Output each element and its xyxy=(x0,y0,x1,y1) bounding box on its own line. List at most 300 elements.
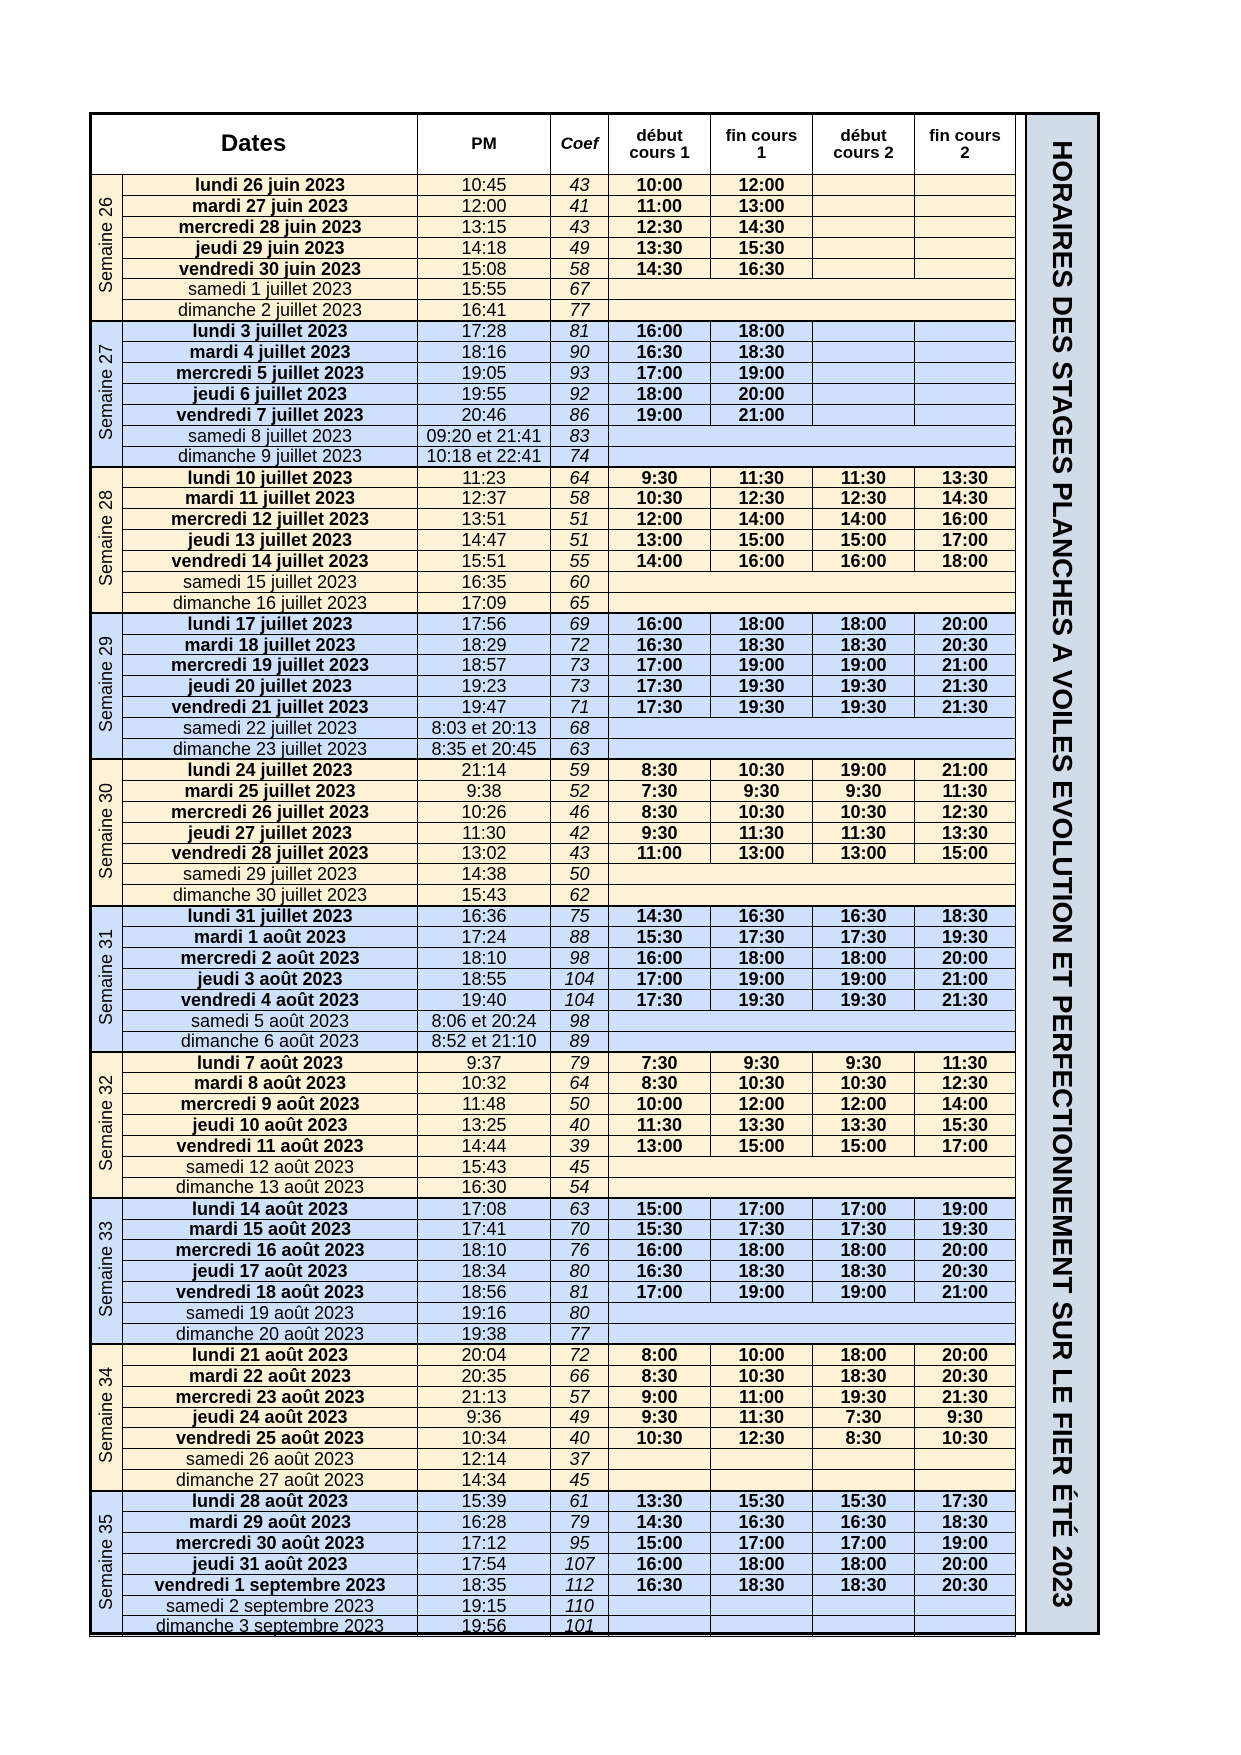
fin-cours-2-cell: 19:00 xyxy=(915,1532,1016,1553)
fin-cours-2-cell: 9:30 xyxy=(915,1407,1016,1428)
fin-cours-1-cell: 10:30 xyxy=(711,1365,813,1386)
fin-cours-1-cell: 17:00 xyxy=(711,1198,813,1219)
pm-cell: 09:20 et 21:41 xyxy=(418,425,551,446)
debut-cours-1-cell: 9:30 xyxy=(609,822,711,843)
pm-cell: 19:55 xyxy=(418,383,551,404)
debut-cours-2-cell: 18:30 xyxy=(813,1365,915,1386)
debut-cours-2-cell: 18:00 xyxy=(813,1344,915,1365)
date-cell: lundi 14 août 2023 xyxy=(123,1198,418,1219)
fin-cours-2-cell: 21:30 xyxy=(915,697,1016,718)
debut-cours-2-cell: 7:30 xyxy=(813,1407,915,1428)
debut-cours-1-cell: 16:00 xyxy=(609,613,711,634)
pm-cell: 17:24 xyxy=(418,927,551,948)
fin-cours-1-cell: 18:00 xyxy=(711,1240,813,1261)
debut-cours-1-cell: 16:30 xyxy=(609,1261,711,1282)
fin-cours-1-cell: 11:30 xyxy=(711,822,813,843)
week-label: Semaine 32 xyxy=(96,1074,116,1172)
fin-cours-2-cell: 10:30 xyxy=(915,1428,1016,1449)
fin-cours-1-cell: 10:30 xyxy=(711,1073,813,1094)
date-cell: mardi 29 août 2023 xyxy=(123,1512,418,1533)
coef-cell: 50 xyxy=(551,864,609,885)
debut-cours-1-cell: 8:30 xyxy=(609,1365,711,1386)
coef-cell: 88 xyxy=(551,927,609,948)
fin-cours-2-cell: 13:30 xyxy=(915,822,1016,843)
fin-cours-2-cell: 21:30 xyxy=(915,989,1016,1010)
debut-cours-1-cell: 12:30 xyxy=(609,216,711,237)
pm-cell: 18:56 xyxy=(418,1282,551,1303)
fin-cours-1-cell: 12:00 xyxy=(711,1094,813,1115)
header-fin-cours-2-line2: 2 xyxy=(960,142,970,162)
date-cell: mercredi 28 juin 2023 xyxy=(123,216,418,237)
pm-cell: 16:41 xyxy=(418,300,551,321)
fin-cours-1-cell: 11:00 xyxy=(711,1386,813,1407)
pm-cell: 19:56 xyxy=(418,1616,551,1637)
debut-cours-1-cell: 8:00 xyxy=(609,1344,711,1365)
fin-cours-1-cell: 18:30 xyxy=(711,634,813,655)
fin-cours-2-cell: 14:00 xyxy=(915,1094,1016,1115)
coef-cell: 51 xyxy=(551,509,609,530)
date-cell: samedi 8 juillet 2023 xyxy=(123,425,418,446)
debut-cours-2-cell: 10:30 xyxy=(813,1073,915,1094)
date-cell: mardi 11 juillet 2023 xyxy=(123,488,418,509)
debut-cours-2-cell: 10:30 xyxy=(813,801,915,822)
fin-cours-1-cell: 16:00 xyxy=(711,551,813,572)
coef-cell: 79 xyxy=(551,1052,609,1073)
fin-cours-1-cell: 18:00 xyxy=(711,321,813,342)
fin-cours-2-cell: 19:30 xyxy=(915,927,1016,948)
coef-cell: 80 xyxy=(551,1303,609,1324)
debut-cours-1-cell: 17:00 xyxy=(609,1282,711,1303)
coef-cell: 73 xyxy=(551,655,609,676)
date-cell: vendredi 30 juin 2023 xyxy=(123,258,418,279)
coef-cell: 107 xyxy=(551,1553,609,1574)
date-cell: jeudi 13 juillet 2023 xyxy=(123,530,418,551)
fin-cours-2-cell: 21:30 xyxy=(915,676,1016,697)
debut-cours-2-cell: 18:30 xyxy=(813,1261,915,1282)
coef-cell: 81 xyxy=(551,321,609,342)
week-label: Semaine 35 xyxy=(96,1513,116,1611)
coef-cell: 58 xyxy=(551,258,609,279)
coef-cell: 83 xyxy=(551,425,609,446)
coef-cell: 39 xyxy=(551,1135,609,1156)
coef-cell: 75 xyxy=(551,906,609,927)
pm-cell: 14:18 xyxy=(418,237,551,258)
debut-cours-2-cell: 13:00 xyxy=(813,843,915,864)
debut-cours-1-cell: 10:30 xyxy=(609,488,711,509)
fin-cours-2-cell: 20:00 xyxy=(915,613,1016,634)
debut-cours-2-cell: 9:30 xyxy=(813,780,915,801)
fin-cours-1-cell: 10:30 xyxy=(711,759,813,780)
debut-cours-2-cell: 16:00 xyxy=(813,551,915,572)
fin-cours-2-cell: 16:00 xyxy=(915,509,1016,530)
date-cell: jeudi 31 août 2023 xyxy=(123,1553,418,1574)
fin-cours-2-cell: 11:30 xyxy=(915,780,1016,801)
fin-cours-1-cell: 13:00 xyxy=(711,843,813,864)
fin-cours-2-cell: 21:00 xyxy=(915,759,1016,780)
pm-cell: 13:02 xyxy=(418,843,551,864)
date-cell: mercredi 16 août 2023 xyxy=(123,1240,418,1261)
date-cell: mercredi 2 août 2023 xyxy=(123,947,418,968)
fin-cours-1-cell: 17:30 xyxy=(711,1219,813,1240)
fin-cours-1-cell: 16:30 xyxy=(711,258,813,279)
debut-cours-2-cell: 19:00 xyxy=(813,968,915,989)
week-label: Semaine 34 xyxy=(96,1367,116,1464)
coef-cell: 72 xyxy=(551,634,609,655)
pm-cell: 16:30 xyxy=(418,1177,551,1198)
pm-cell: 14:44 xyxy=(418,1135,551,1156)
debut-cours-1-cell: 8:30 xyxy=(609,801,711,822)
header-fin-cours-1-line2: 1 xyxy=(756,142,767,162)
date-cell: jeudi 29 juin 2023 xyxy=(123,237,418,258)
debut-cours-1-cell: 9:00 xyxy=(609,1386,711,1407)
debut-cours-2-cell: 15:00 xyxy=(813,1135,915,1156)
coef-cell: 71 xyxy=(551,697,609,718)
coef-cell: 98 xyxy=(551,947,609,968)
date-cell: mercredi 26 juillet 2023 xyxy=(123,801,418,822)
fin-cours-1-cell: 13:00 xyxy=(711,195,813,216)
pm-cell: 14:38 xyxy=(418,864,551,885)
fin-cours-2-cell: 19:00 xyxy=(915,1198,1016,1219)
header-dates: Dates xyxy=(90,113,418,175)
date-cell: samedi 19 août 2023 xyxy=(123,1303,418,1324)
debut-cours-2-cell: 18:30 xyxy=(813,634,915,655)
header-pm: PM xyxy=(418,113,551,175)
coef-cell: 76 xyxy=(551,1240,609,1261)
pm-cell: 19:15 xyxy=(418,1595,551,1616)
date-cell: mardi 8 août 2023 xyxy=(123,1073,418,1094)
date-cell: jeudi 10 août 2023 xyxy=(123,1115,418,1136)
coef-cell: 49 xyxy=(551,237,609,258)
fin-cours-1-cell: 20:00 xyxy=(711,383,813,404)
pm-cell: 9:36 xyxy=(418,1407,551,1428)
coef-cell: 93 xyxy=(551,363,609,384)
pm-cell: 17:09 xyxy=(418,592,551,613)
debut-cours-2-cell: 19:30 xyxy=(813,1386,915,1407)
coef-cell: 90 xyxy=(551,342,609,363)
date-cell: lundi 28 août 2023 xyxy=(123,1491,418,1512)
fin-cours-1-cell: 15:00 xyxy=(711,530,813,551)
debut-cours-2-cell: 16:30 xyxy=(813,906,915,927)
coef-cell: 67 xyxy=(551,279,609,300)
debut-cours-1-cell: 9:30 xyxy=(609,1407,711,1428)
fin-cours-1-cell: 19:30 xyxy=(711,989,813,1010)
fin-cours-2-cell: 21:30 xyxy=(915,1386,1016,1407)
coef-cell: 57 xyxy=(551,1386,609,1407)
debut-cours-1-cell: 16:00 xyxy=(609,947,711,968)
coef-cell: 45 xyxy=(551,1470,609,1491)
debut-cours-2-cell: 19:30 xyxy=(813,697,915,718)
date-cell: samedi 15 juillet 2023 xyxy=(123,571,418,592)
fin-cours-1-cell: 11:30 xyxy=(711,1407,813,1428)
fin-cours-2-cell: 20:30 xyxy=(915,634,1016,655)
debut-cours-1-cell: 12:00 xyxy=(609,509,711,530)
pm-cell: 13:15 xyxy=(418,216,551,237)
date-cell: dimanche 6 août 2023 xyxy=(123,1031,418,1052)
debut-cours-1-cell: 16:00 xyxy=(609,321,711,342)
debut-cours-2-cell: 17:30 xyxy=(813,1219,915,1240)
date-cell: mercredi 19 juillet 2023 xyxy=(123,655,418,676)
date-cell: dimanche 3 septembre 2023 xyxy=(123,1616,418,1637)
debut-cours-2-cell: 19:30 xyxy=(813,676,915,697)
pm-cell: 11:48 xyxy=(418,1094,551,1115)
date-cell: jeudi 6 juillet 2023 xyxy=(123,383,418,404)
date-cell: lundi 21 août 2023 xyxy=(123,1344,418,1365)
date-cell: dimanche 13 août 2023 xyxy=(123,1177,418,1198)
debut-cours-1-cell: 18:00 xyxy=(609,383,711,404)
fin-cours-2-cell: 13:30 xyxy=(915,467,1016,488)
fin-cours-1-cell: 9:30 xyxy=(711,1052,813,1073)
coef-cell: 77 xyxy=(551,300,609,321)
header-fin-cours-1-line1: fin cours xyxy=(725,125,798,145)
debut-cours-2-cell: 17:00 xyxy=(813,1532,915,1553)
pm-cell: 8:35 et 20:45 xyxy=(418,739,551,760)
pm-cell: 10:34 xyxy=(418,1428,551,1449)
pm-cell: 20:04 xyxy=(418,1344,551,1365)
date-cell: vendredi 21 juillet 2023 xyxy=(123,697,418,718)
debut-cours-2-cell: 12:00 xyxy=(813,1094,915,1115)
pm-cell: 18:55 xyxy=(418,968,551,989)
pm-cell: 19:23 xyxy=(418,676,551,697)
date-cell: samedi 5 août 2023 xyxy=(123,1010,418,1031)
fin-cours-2-cell: 20:00 xyxy=(915,1553,1016,1574)
debut-cours-1-cell: 19:00 xyxy=(609,404,711,425)
coef-cell: 95 xyxy=(551,1532,609,1553)
coef-cell: 55 xyxy=(551,551,609,572)
fin-cours-1-cell: 19:30 xyxy=(711,676,813,697)
pm-cell: 13:25 xyxy=(418,1115,551,1136)
debut-cours-1-cell: 10:30 xyxy=(609,1428,711,1449)
fin-cours-2-cell: 17:00 xyxy=(915,1135,1016,1156)
debut-cours-1-cell: 13:00 xyxy=(609,1135,711,1156)
pm-cell: 16:35 xyxy=(418,571,551,592)
date-cell: mercredi 30 août 2023 xyxy=(123,1532,418,1553)
pm-cell: 10:32 xyxy=(418,1073,551,1094)
date-cell: lundi 3 juillet 2023 xyxy=(123,321,418,342)
pm-cell: 19:05 xyxy=(418,363,551,384)
debut-cours-1-cell: 14:30 xyxy=(609,1512,711,1533)
coef-cell: 70 xyxy=(551,1219,609,1240)
date-cell: mardi 25 juillet 2023 xyxy=(123,780,418,801)
date-cell: lundi 10 juillet 2023 xyxy=(123,467,418,488)
pm-cell: 19:47 xyxy=(418,697,551,718)
coef-cell: 73 xyxy=(551,676,609,697)
coef-cell: 72 xyxy=(551,1344,609,1365)
coef-cell: 81 xyxy=(551,1282,609,1303)
coef-cell: 86 xyxy=(551,404,609,425)
coef-cell: 52 xyxy=(551,780,609,801)
coef-cell: 104 xyxy=(551,968,609,989)
pm-cell: 21:13 xyxy=(418,1386,551,1407)
fin-cours-2-cell: 20:00 xyxy=(915,1344,1016,1365)
coef-cell: 51 xyxy=(551,530,609,551)
debut-cours-2-cell: 18:00 xyxy=(813,1240,915,1261)
fin-cours-2-cell: 20:30 xyxy=(915,1365,1016,1386)
header-fin-cours-2-line1: fin cours xyxy=(929,125,1001,145)
date-cell: vendredi 25 août 2023 xyxy=(123,1428,418,1449)
pm-cell: 10:18 et 22:41 xyxy=(418,446,551,467)
fin-cours-1-cell: 10:00 xyxy=(711,1344,813,1365)
debut-cours-1-cell: 14:30 xyxy=(609,258,711,279)
debut-cours-2-cell: 17:00 xyxy=(813,1198,915,1219)
date-cell: lundi 7 août 2023 xyxy=(123,1052,418,1073)
pm-cell: 17:12 xyxy=(418,1532,551,1553)
pm-cell: 12:00 xyxy=(418,195,551,216)
date-cell: dimanche 23 juillet 2023 xyxy=(123,739,418,760)
date-cell: mercredi 12 juillet 2023 xyxy=(123,509,418,530)
pm-cell: 10:45 xyxy=(418,175,551,196)
header-debut-cours-2-line1: début xyxy=(840,125,887,145)
pm-cell: 16:36 xyxy=(418,906,551,927)
debut-cours-1-cell: 17:00 xyxy=(609,968,711,989)
fin-cours-2-cell: 14:30 xyxy=(915,488,1016,509)
debut-cours-1-cell: 15:00 xyxy=(609,1532,711,1553)
pm-cell: 15:43 xyxy=(418,885,551,906)
fin-cours-2-cell: 20:00 xyxy=(915,947,1016,968)
date-cell: dimanche 30 juillet 2023 xyxy=(123,885,418,906)
debut-cours-1-cell: 10:00 xyxy=(609,1094,711,1115)
date-cell: mercredi 23 août 2023 xyxy=(123,1386,418,1407)
coef-cell: 65 xyxy=(551,592,609,613)
fin-cours-2-cell: 11:30 xyxy=(915,1052,1016,1073)
date-cell: mardi 22 août 2023 xyxy=(123,1365,418,1386)
date-cell: dimanche 27 août 2023 xyxy=(123,1470,418,1491)
coef-cell: 60 xyxy=(551,571,609,592)
coef-cell: 58 xyxy=(551,488,609,509)
pm-cell: 18:57 xyxy=(418,655,551,676)
coef-cell: 45 xyxy=(551,1156,609,1177)
header-debut-cours-1-line1: début xyxy=(636,125,683,145)
debut-cours-1-cell: 7:30 xyxy=(609,1052,711,1073)
debut-cours-1-cell: 13:30 xyxy=(609,1491,711,1512)
fin-cours-1-cell: 16:30 xyxy=(711,1512,813,1533)
page-title: HORAIRES DES STAGES PLANCHES A VOILES EVOLUTION ET PERFECTIONNEMENT SUR LE FIER ÉTÉ 2023 xyxy=(1047,139,1078,1608)
fin-cours-1-cell: 18:00 xyxy=(711,947,813,968)
debut-cours-1-cell: 14:00 xyxy=(609,551,711,572)
date-cell: dimanche 9 juillet 2023 xyxy=(123,446,418,467)
coef-cell: 77 xyxy=(551,1323,609,1344)
debut-cours-1-cell: 13:30 xyxy=(609,237,711,258)
coef-cell: 98 xyxy=(551,1010,609,1031)
fin-cours-1-cell: 9:30 xyxy=(711,780,813,801)
fin-cours-2-cell: 15:30 xyxy=(915,1115,1016,1136)
coef-cell: 61 xyxy=(551,1491,609,1512)
debut-cours-2-cell: 18:00 xyxy=(813,613,915,634)
date-cell: lundi 17 juillet 2023 xyxy=(123,613,418,634)
debut-cours-2-cell: 18:00 xyxy=(813,1553,915,1574)
fin-cours-2-cell: 18:00 xyxy=(915,551,1016,572)
coef-cell: 68 xyxy=(551,718,609,739)
coef-cell: 110 xyxy=(551,1595,609,1616)
coef-cell: 62 xyxy=(551,885,609,906)
debut-cours-1-cell: 16:00 xyxy=(609,1553,711,1574)
pm-cell: 17:28 xyxy=(418,321,551,342)
coef-cell: 63 xyxy=(551,739,609,760)
coef-cell: 43 xyxy=(551,216,609,237)
debut-cours-2-cell: 8:30 xyxy=(813,1428,915,1449)
coef-cell: 54 xyxy=(551,1177,609,1198)
date-cell: samedi 12 août 2023 xyxy=(123,1156,418,1177)
pm-cell: 15:08 xyxy=(418,258,551,279)
week-label: Semaine 26 xyxy=(96,197,116,294)
pm-cell: 18:29 xyxy=(418,634,551,655)
fin-cours-1-cell: 21:00 xyxy=(711,404,813,425)
date-cell: mardi 18 juillet 2023 xyxy=(123,634,418,655)
coef-cell: 50 xyxy=(551,1094,609,1115)
date-cell: vendredi 4 août 2023 xyxy=(123,989,418,1010)
fin-cours-1-cell: 15:30 xyxy=(711,237,813,258)
date-cell: jeudi 27 juillet 2023 xyxy=(123,822,418,843)
pm-cell: 15:55 xyxy=(418,279,551,300)
coef-cell: 64 xyxy=(551,1073,609,1094)
fin-cours-1-cell: 12:30 xyxy=(711,1428,813,1449)
pm-cell: 19:38 xyxy=(418,1323,551,1344)
date-cell: vendredi 18 août 2023 xyxy=(123,1282,418,1303)
date-cell: lundi 31 juillet 2023 xyxy=(123,906,418,927)
debut-cours-1-cell: 11:00 xyxy=(609,843,711,864)
fin-cours-2-cell: 20:00 xyxy=(915,1240,1016,1261)
date-cell: samedi 22 juillet 2023 xyxy=(123,718,418,739)
fin-cours-1-cell: 16:30 xyxy=(711,906,813,927)
debut-cours-1-cell: 11:30 xyxy=(609,1115,711,1136)
fin-cours-1-cell: 15:30 xyxy=(711,1491,813,1512)
fin-cours-2-cell: 19:30 xyxy=(915,1219,1016,1240)
pm-cell: 19:16 xyxy=(418,1303,551,1324)
debut-cours-1-cell: 8:30 xyxy=(609,759,711,780)
date-cell: mardi 1 août 2023 xyxy=(123,927,418,948)
pm-cell: 8:03 et 20:13 xyxy=(418,718,551,739)
debut-cours-1-cell: 7:30 xyxy=(609,780,711,801)
pm-cell: 19:40 xyxy=(418,989,551,1010)
date-cell: jeudi 17 août 2023 xyxy=(123,1261,418,1282)
debut-cours-1-cell: 15:30 xyxy=(609,1219,711,1240)
debut-cours-1-cell: 11:00 xyxy=(609,195,711,216)
coef-cell: 104 xyxy=(551,989,609,1010)
fin-cours-1-cell: 14:30 xyxy=(711,216,813,237)
date-cell: vendredi 1 septembre 2023 xyxy=(123,1574,418,1595)
coef-cell: 112 xyxy=(551,1574,609,1595)
fin-cours-2-cell: 12:30 xyxy=(915,1073,1016,1094)
fin-cours-1-cell: 12:00 xyxy=(711,175,813,196)
date-cell: jeudi 3 août 2023 xyxy=(123,968,418,989)
coef-cell: 69 xyxy=(551,613,609,634)
coef-cell: 63 xyxy=(551,1198,609,1219)
date-cell: mardi 27 juin 2023 xyxy=(123,195,418,216)
debut-cours-2-cell: 12:30 xyxy=(813,488,915,509)
debut-cours-2-cell: 11:30 xyxy=(813,467,915,488)
debut-cours-1-cell: 16:30 xyxy=(609,342,711,363)
coef-cell: 74 xyxy=(551,446,609,467)
fin-cours-1-cell: 15:00 xyxy=(711,1135,813,1156)
debut-cours-1-cell: 16:00 xyxy=(609,1240,711,1261)
week-label: Semaine 28 xyxy=(96,490,116,587)
coef-cell: 40 xyxy=(551,1115,609,1136)
fin-cours-1-cell: 17:00 xyxy=(711,1532,813,1553)
coef-cell: 92 xyxy=(551,383,609,404)
fin-cours-2-cell: 18:30 xyxy=(915,906,1016,927)
date-cell: mercredi 5 juillet 2023 xyxy=(123,363,418,384)
debut-cours-1-cell: 15:00 xyxy=(609,1198,711,1219)
week-label: Semaine 30 xyxy=(96,782,116,879)
pm-cell: 12:37 xyxy=(418,488,551,509)
date-cell: samedi 1 juillet 2023 xyxy=(123,279,418,300)
date-cell: vendredi 11 août 2023 xyxy=(123,1135,418,1156)
fin-cours-2-cell: 12:30 xyxy=(915,801,1016,822)
pm-cell: 18:10 xyxy=(418,947,551,968)
pm-cell: 20:35 xyxy=(418,1365,551,1386)
fin-cours-2-cell: 21:00 xyxy=(915,655,1016,676)
header-coef: Coef xyxy=(551,113,609,175)
date-cell: samedi 2 septembre 2023 xyxy=(123,1595,418,1616)
